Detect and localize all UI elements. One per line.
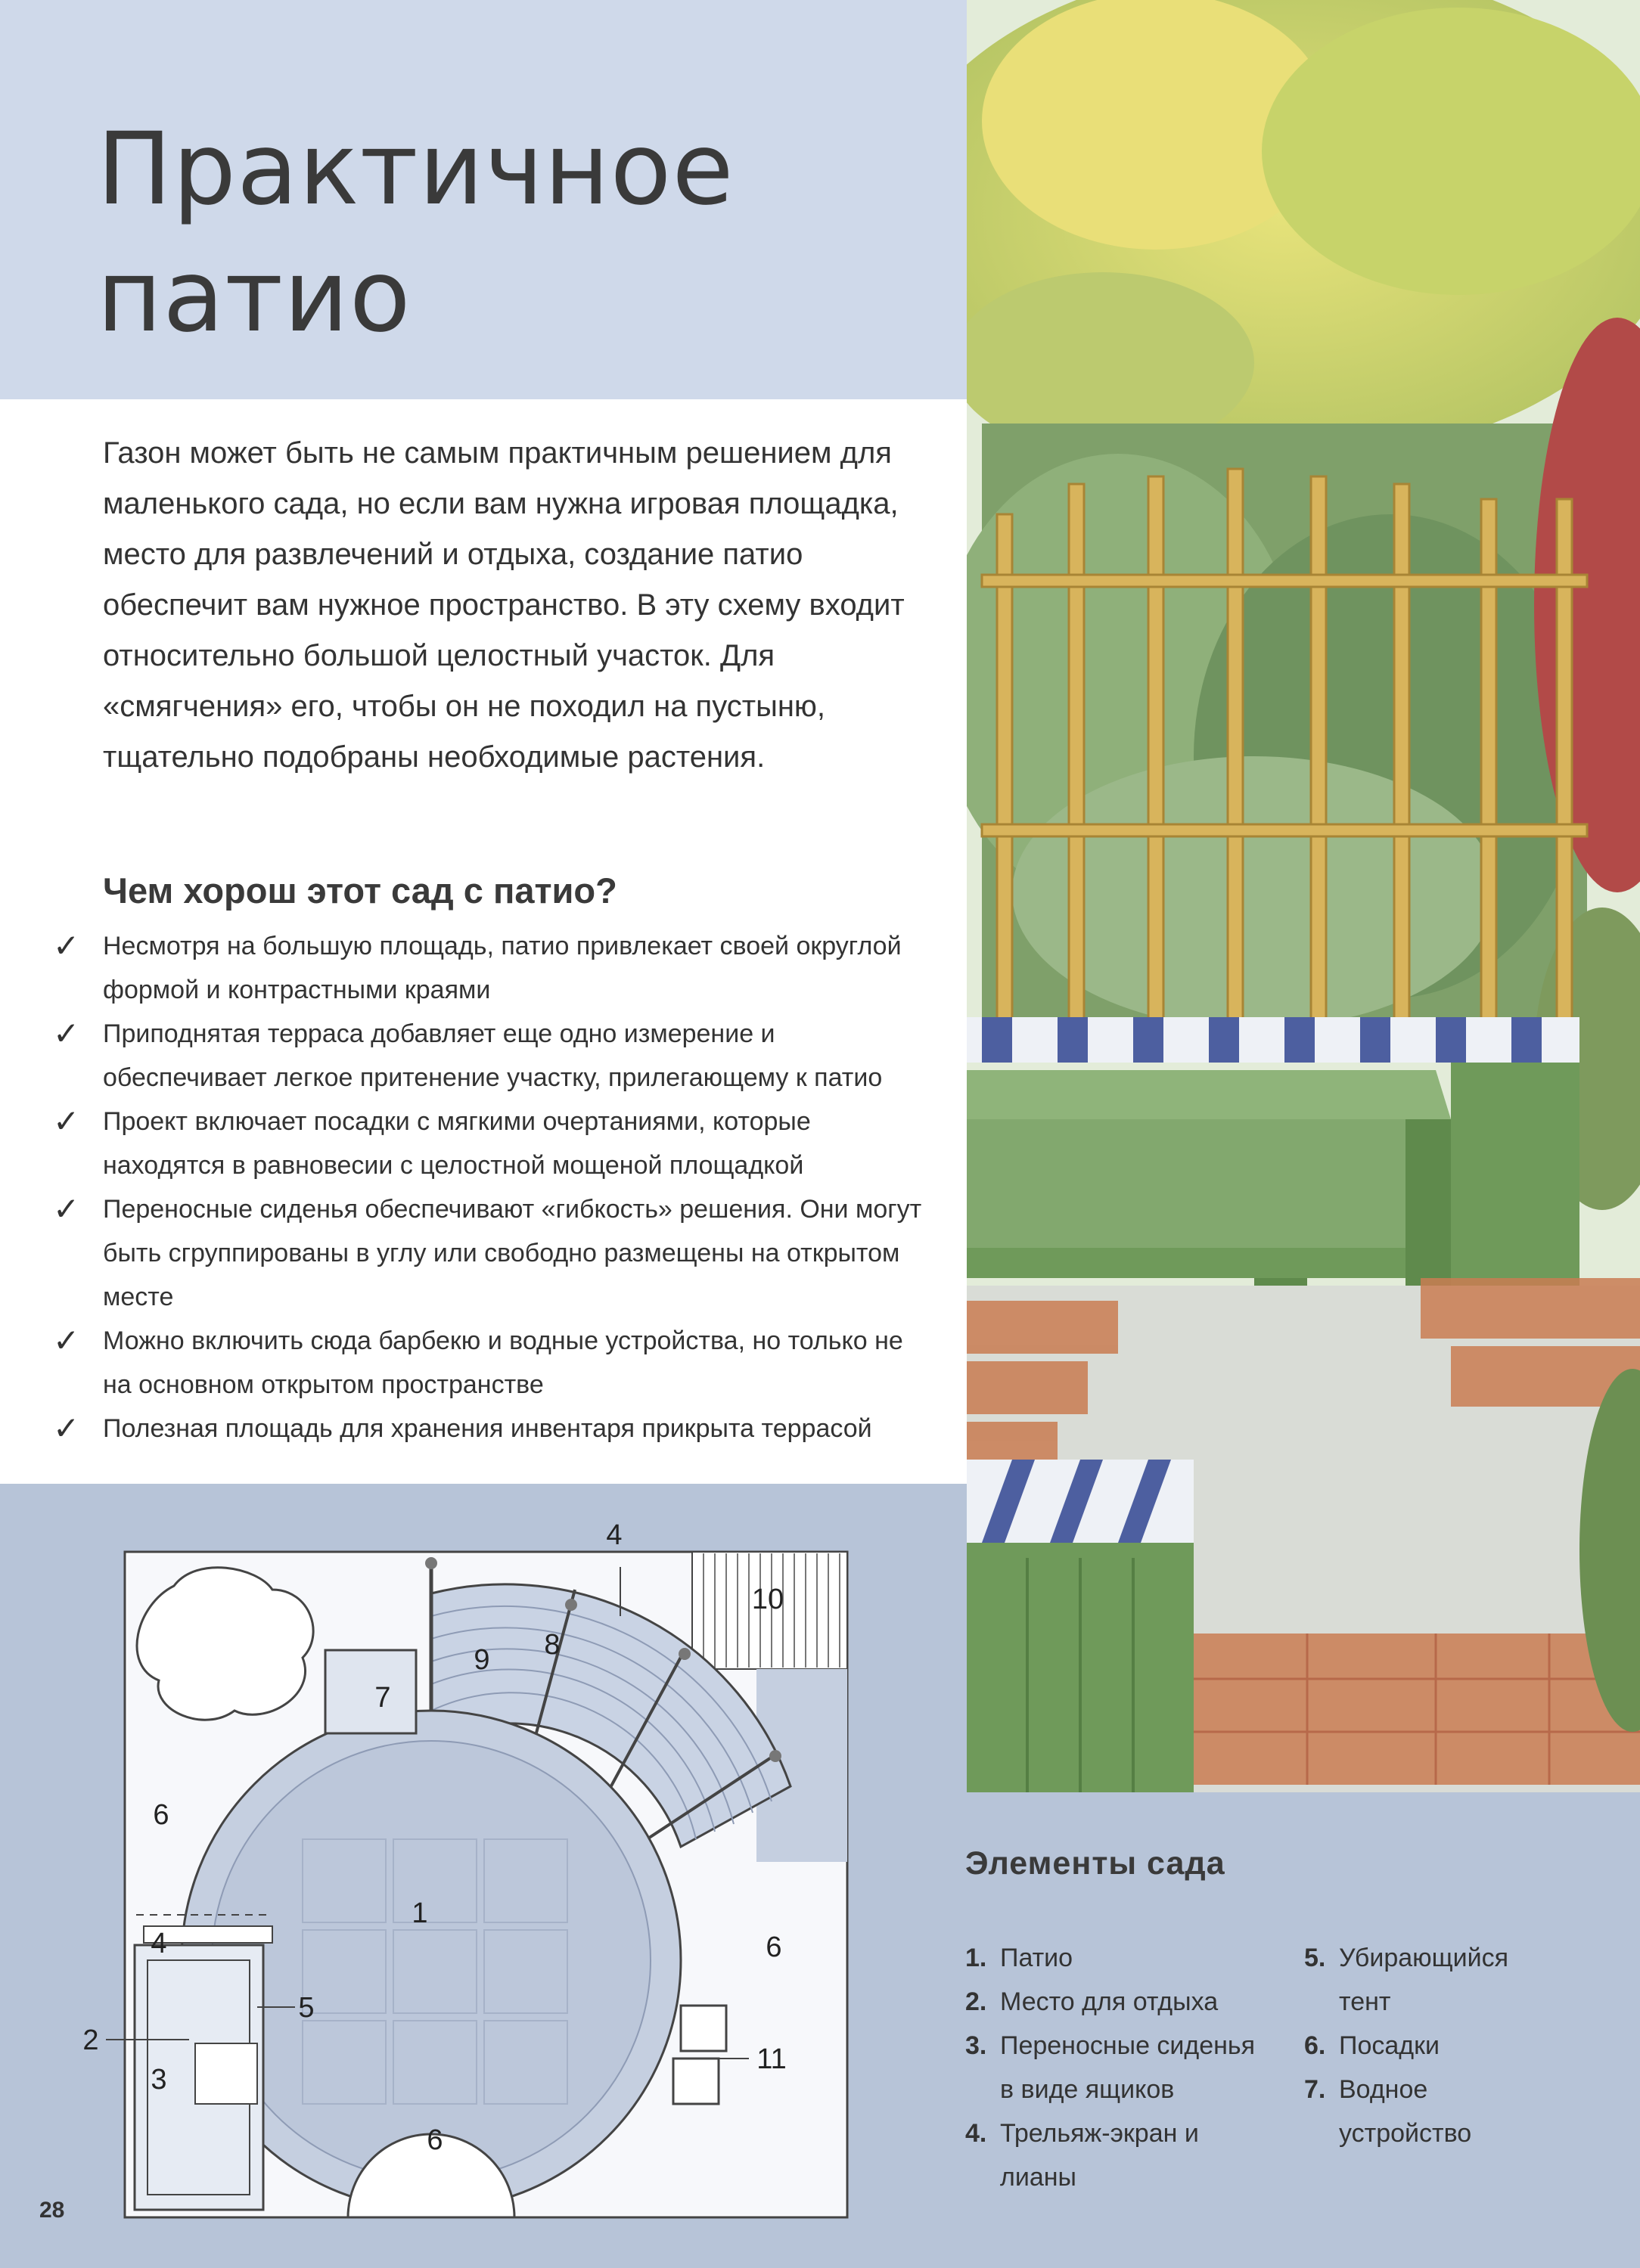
plan-label-11: 11 — [756, 2043, 787, 2075]
plan-label-4-top: 4 — [606, 1519, 623, 1551]
list-item: ✓ Можно включить сюда барбекю и водные устройства, но только не на основном открытом пространстве — [53, 1319, 923, 1407]
list-item: 2. Место для отдыха — [965, 1987, 1219, 2016]
list-item: ✓ Приподнятая терраса добавляет еще одно измерение и обеспечивает легкое притенение участку, прилегающему к патио — [53, 1012, 923, 1100]
title-line-1: Практичное — [97, 111, 735, 228]
box-seat — [673, 2059, 719, 2104]
plan-label-10: 10 — [751, 1584, 784, 1615]
list-item: 6. Посадки — [1304, 2031, 1440, 2060]
elements-heading: Элементы сада — [965, 1845, 1225, 1882]
box-seat — [681, 2006, 726, 2051]
list-item: 7. Водное устройство — [1304, 2075, 1472, 2148]
plan-label-5: 5 — [298, 1992, 315, 2024]
page-number: 28 — [39, 2198, 65, 2223]
checkmark-icon: ✓ — [53, 1410, 80, 1446]
pros-list — [53, 924, 923, 1450]
plan-label-9: 9 — [474, 1644, 490, 1676]
plan-label-6-bottom: 6 — [427, 2124, 443, 2156]
plan-label-8: 8 — [544, 1629, 561, 1661]
water-feature — [325, 1650, 416, 1733]
pros-heading: Чем хорош этот сад с патио? — [103, 870, 617, 911]
plan-label-6-left: 6 — [153, 1799, 169, 1831]
plan-label-4-left: 4 — [151, 1928, 167, 1959]
garden-illustration-drawing — [967, 0, 1640, 1792]
plan-label-6-right: 6 — [766, 1931, 782, 1963]
patio-paving — [212, 1741, 651, 2180]
plan-label-2: 2 — [82, 2024, 99, 2056]
title-line-2: патио — [97, 238, 412, 355]
checkmark-icon: ✓ — [53, 928, 80, 963]
legend-column-1 — [965, 1936, 1275, 2199]
plan-label-1: 1 — [412, 1897, 428, 1929]
intro-paragraph: Газон может быть не самым практичным решением для маленького сада, но если вам нужна игровая площадка, место для развлечений и отдыха, создание патио обеспечит вам нужное пространство. В эту схему входит относительно большой целостный участок. Для «смягчения» его, чтобы он не походил на пустыню, тщательно подобраны необходимые растения. — [103, 436, 905, 774]
box-seat — [195, 2043, 257, 2104]
garden-plan — [0, 1484, 968, 2268]
plan-label-3: 3 — [151, 2064, 167, 2096]
checkmark-icon: ✓ — [53, 1191, 80, 1227]
checkmark-icon: ✓ — [53, 1323, 80, 1358]
legend-column-2 — [1304, 1936, 1531, 2155]
list-item: ✓ Проект включает посадки с мягкими очертаниями, которые находятся в равновесии с целостной мощеной площадкой — [53, 1100, 923, 1187]
checkmark-icon: ✓ — [53, 1103, 80, 1139]
list-item: ✓ Переносные сиденья обеспечивают «гибкость» решения. Они могут быть сгруппированы в углу или свободно размещены на открытом месте — [53, 1187, 923, 1319]
list-item: 4. Трельяж-экран и лианы — [965, 2119, 1199, 2192]
list-item: 5. Убирающийся тент — [1304, 1944, 1509, 2016]
page-title — [97, 106, 735, 360]
checkmark-icon: ✓ — [53, 1016, 80, 1051]
list-item: ✓ Полезная площадь для хранения инвентаря прикрыта террасой — [53, 1407, 923, 1450]
garden-illustration — [967, 0, 1640, 1792]
list-item: 3. Переносные сиденья в виде ящиков — [965, 2031, 1256, 2104]
list-item: ✓ Несмотря на большую площадь, патио привлекает своей округлой формой и контрастными краями — [53, 924, 923, 1012]
list-item: 1. Патио — [965, 1944, 1073, 1972]
plan-label-7: 7 — [374, 1682, 391, 1714]
